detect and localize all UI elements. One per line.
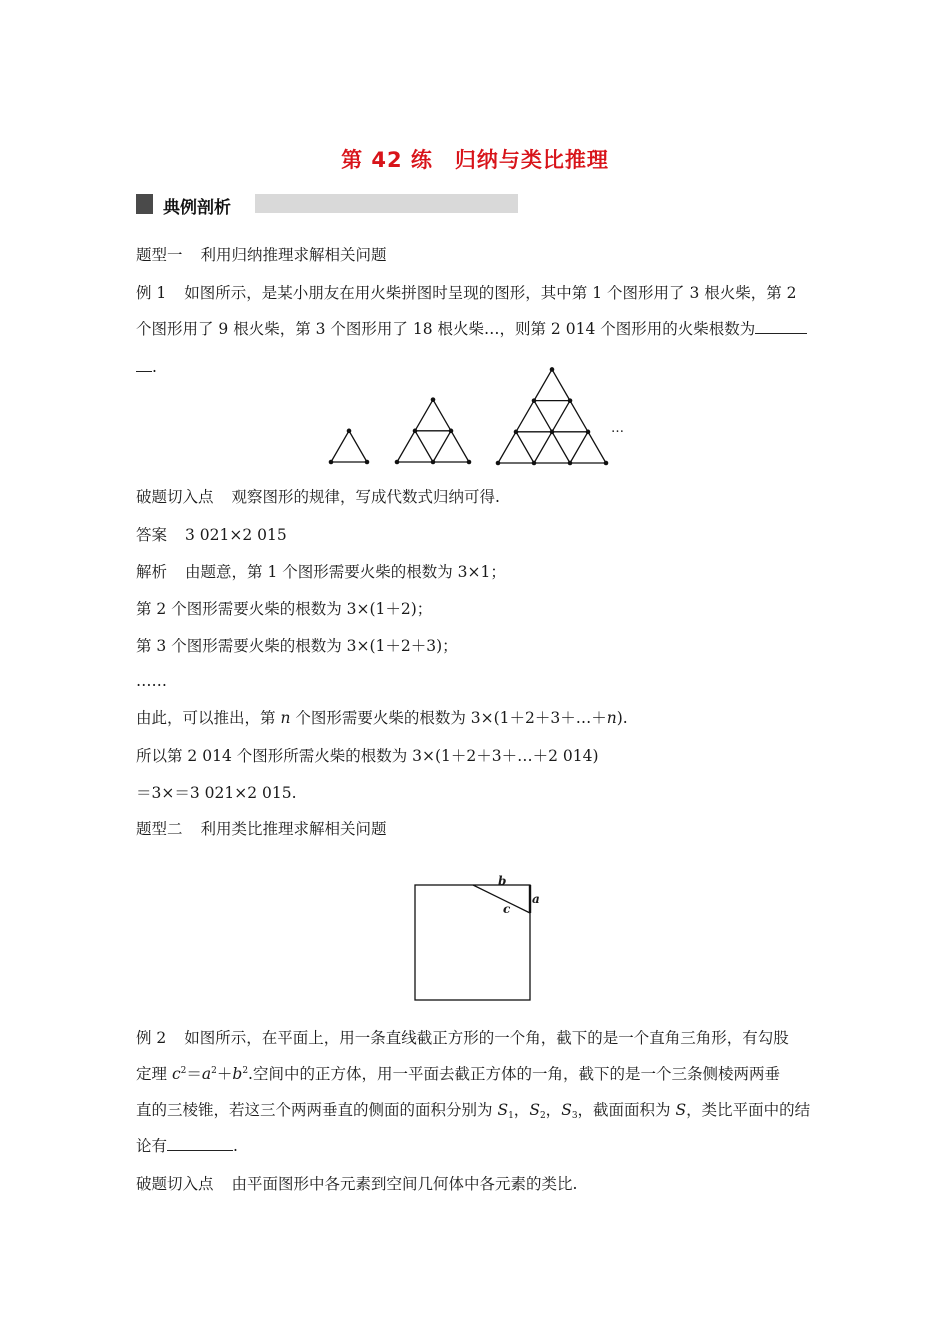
exp: 2 (180, 1066, 187, 1076)
label-b: b (498, 874, 507, 888)
square (415, 885, 530, 1000)
solution1-line7: ＝3×＝3 021×2 015. (136, 784, 297, 802)
example1-label: 例 1 (136, 284, 167, 302)
solution1-line4: …… (136, 672, 167, 690)
subscript: 3 (571, 1111, 578, 1121)
solution1-label: 解析 (136, 563, 168, 581)
example2-text3b: ，截面面积为 (577, 1101, 676, 1119)
solution1-line2: 第 2 个图形需要火柴的根数为 3×(1＋2)； (136, 600, 433, 618)
comma: ， (545, 1101, 562, 1119)
var-a: a (201, 1065, 212, 1083)
solution1-line3: 第 3 个图形需要火柴的根数为 3×(1＋2＋3)； (136, 637, 458, 655)
example1-end: . (152, 358, 157, 376)
type1-label: 题型一 (136, 246, 183, 264)
comma: ， (513, 1101, 530, 1119)
exp: 2 (242, 1066, 249, 1076)
example2-text2a: 定理 (136, 1065, 172, 1083)
answer1-label: 答案 (136, 526, 168, 544)
example2-line4 (136, 1135, 238, 1157)
label-c: c (503, 902, 511, 916)
example2-text1: 如图所示，在平面上，用一条直线截正方形的一个角，截下的是一个直角三角形，有勾股 (184, 1029, 789, 1047)
figure1-ellipsis: … (611, 421, 624, 436)
section-label: 典例剖析 (163, 198, 231, 218)
hint2-text: 由平面图形中各元素到空间几何体中各元素的类比. (231, 1175, 578, 1193)
hint1-label: 破题切入点 (136, 488, 214, 506)
equals: ＝ (186, 1065, 202, 1083)
var-S: S (561, 1101, 572, 1119)
type2-label: 题型二 (136, 820, 183, 838)
answer1-value: 3 021×2 015 (185, 526, 287, 544)
var-S: S (675, 1101, 687, 1119)
solution1-text1: 由题意，第 1 个图形需要火柴的根数为 3×1； (185, 563, 506, 581)
hint1-text: 观察图形的规律，写成代数式归纳可得. (231, 488, 500, 506)
solution1-line6: 所以第 2 014 个图形所需火柴的根数为 3×(1＋2＋3＋…＋2 014) (136, 747, 599, 765)
var-S: S (529, 1101, 540, 1119)
var-c: c (171, 1065, 181, 1083)
answer-blank (167, 1136, 233, 1151)
plus: ＋ (216, 1065, 233, 1083)
example1-text2: 个图形用了 9 根火柴，第 3 个图形用了 18 根火柴…，则第 2 014 个图形用的火柴根数为 (136, 320, 756, 338)
var-n: n (280, 709, 291, 727)
example2-text2b: .空间中的正方体，用一平面去截正方体的一角，截下的是一个三条侧棱两两垂 (248, 1065, 780, 1083)
page-title: 第 42 练 归纳与类比推理 (341, 148, 609, 172)
exp: 2 (211, 1066, 217, 1076)
hint2-label: 破题切入点 (136, 1175, 214, 1193)
example2-text3c: ，类比平面中的结 (686, 1101, 811, 1119)
solution1-text5c: ). (616, 709, 628, 727)
example2-text4b: . (233, 1137, 238, 1155)
subscript: 1 (508, 1111, 514, 1121)
example1-text1: 如图所示，是某小朋友在用火柴拼图时呈现的图形，其中第 1 个图形用了 3 根火柴，第 2 (184, 284, 797, 302)
example2-line3 (136, 1099, 810, 1121)
solution1-text5b: 个图形需要火柴的根数为 3×(1＋2＋3＋…＋ (290, 709, 607, 727)
type1-title: 利用归纳推理求解相关问题 (200, 246, 387, 264)
subscript: 2 (539, 1111, 546, 1121)
type2-title: 利用类比推理求解相关问题 (200, 820, 387, 838)
solution1-text5a: 由此，可以推出，第 (136, 709, 281, 727)
var-b: b (232, 1065, 243, 1083)
example2-text4a: 论有 (136, 1137, 168, 1155)
example2-text3a: 直的三棱锥，若这三个两两垂直的侧面的面积分别为 (136, 1101, 498, 1119)
example2-label: 例 2 (136, 1029, 167, 1047)
example2-line1 (136, 1027, 789, 1049)
label-a: a (532, 892, 540, 906)
var-n: n (606, 709, 617, 727)
example2-line2 (136, 1063, 780, 1085)
var-S: S (497, 1101, 509, 1119)
hint2 (136, 1173, 577, 1195)
